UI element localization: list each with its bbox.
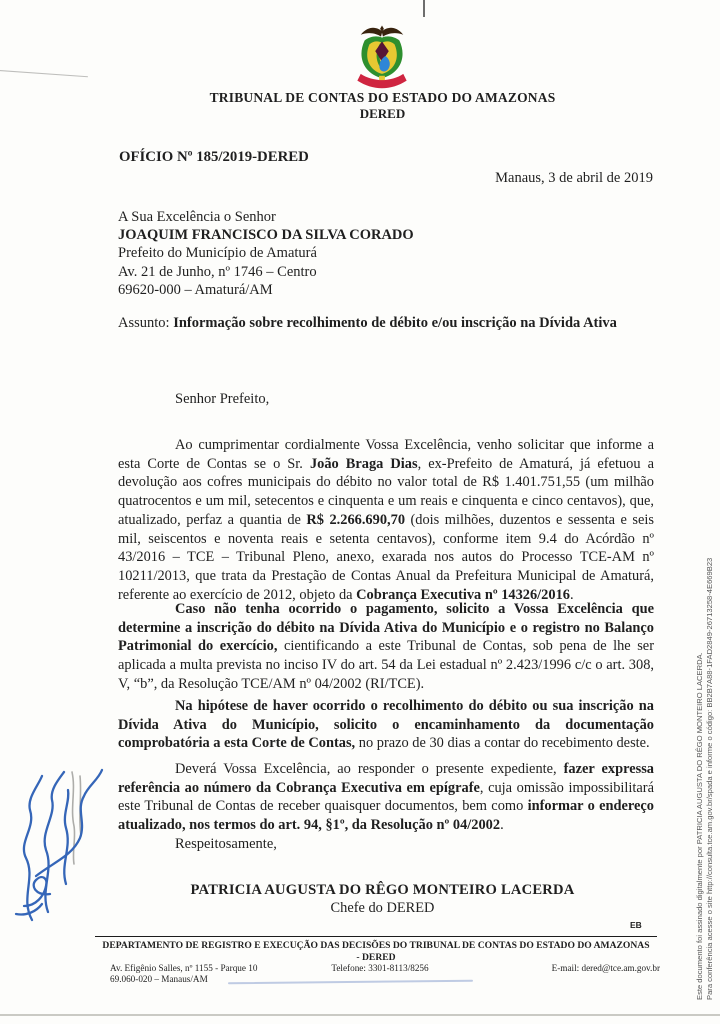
digital-signature-strip xyxy=(695,225,716,1000)
org-name: TRIBUNAL DE CONTAS DO ESTADO DO AMAZONAS xyxy=(209,90,556,105)
footer-address-line1: Av. Efigênio Salles, nº 1155 - Parque 10 xyxy=(110,963,258,973)
office-number: OFÍCIO Nº 185/2019-DERED xyxy=(119,149,309,165)
footer-department-name: DEPARTAMENTO DE REGISTRO E EXECUÇÃO DAS DECISÕES DO TRIBUNAL DE CONTAS DO ESTADO DO AMAZONAS - DERED xyxy=(102,940,650,963)
handwritten-receipt-signature xyxy=(6,756,118,928)
digital-signature-line1: Este documento foi assinado digitalmente por PATRICIA AUGUSTA DO RÊGO MONTEIRO LACERDA. xyxy=(695,652,704,1000)
footer-divider xyxy=(95,936,657,937)
paragraph-3: Na hipótese de haver ocorrido o recolhimento do débito ou sua inscrição na Dívida Ativa do Município, solicito o encaminhamento da documentação comprobatória a esta Corte de Contas, no prazo de 30 dias a contar do recebimento deste. xyxy=(118,698,654,752)
amazonas-coat-of-arms-icon xyxy=(353,20,411,90)
addressee-block xyxy=(118,208,588,299)
signer-name: PATRICIA AUGUSTA DO RÊGO MONTEIRO LACERDA xyxy=(190,882,575,898)
scan-bottom-edge xyxy=(0,1014,720,1016)
paragraph-1: Ao cumprimentar cordialmente Vossa Excelência, venho solicitar que informe a esta Corte de Contas se o Sr. João Braga Dias, ex-Prefeito de Amaturá, já efetuou a devolução aos cofres municipais do débito no valor total de R$ 1.401.751,55 (um milhão quatrocentos e um mil, setecentos e cinquenta e um reais e cinquenta e cinco centavos), que, atualizado, perfaz a quantia de R$ 2.266.690,70 (dois milhões, duzentos e sessenta e seis mil, seiscentos e noventa reais e setenta centavos), conforme item 9.4 do Acórdão nº 43/2016 – TCE – Tribunal Pleno, anexo, exarada nos autos do Processo TCE-AM nº 10211/2013, que trata da Prestação de Contas Anual da Prefeitura Municipal de Amaturá, referente ao exercício de 2012, objeto da Cobrança Executiva nº 14326/2016. xyxy=(118,437,654,603)
subject-text: Informação sobre recolhimento de débito e/ou inscrição na Dívida Ativa xyxy=(173,315,617,331)
org-dept: DERED xyxy=(359,106,406,121)
addressee-salutation: A Sua Excelência o Senhor xyxy=(118,209,276,225)
addressee-street: Av. 21 de Junho, nº 1746 – Centro xyxy=(118,263,317,280)
date-line: Manaus, 3 de abril de 2019 xyxy=(495,170,653,186)
scan-top-mark xyxy=(423,0,425,17)
subject-line xyxy=(118,315,658,332)
closing-salutation: Respeitosamente, xyxy=(175,836,277,852)
subject-label: Assunto: xyxy=(118,315,174,331)
footer-address-line2: 69.060-020 – Manaus/AM xyxy=(110,974,208,984)
header-crest-area xyxy=(0,20,720,95)
addressee-role: Prefeito do Município de Amaturá xyxy=(118,245,317,262)
footer-address xyxy=(110,963,310,985)
digital-signature-line2: Para conferência acesse o site http://consulta.tce.am.gov.br/spada e informe o código: BB2B7A88-1FAD2849-26713258-4E669B23 xyxy=(705,557,714,1000)
signer-role: Chefe do DERED xyxy=(330,900,435,916)
paragraph-4: Deverá Vossa Excelência, ao responder o presente expediente, fazer expressa referência ao número da Cobrança Executiva em epígrafe, cuja omissão impossibilitará este Tribunal de Contas de receber quaisquer documentos, bem como informar o endereço atualizado, nos termos do art. 94, §1º, da Resolução nº 04/2002. xyxy=(118,761,655,834)
addressee-city: 69620-000 – Amaturá/AM xyxy=(118,281,273,298)
handwriting-strokes-icon xyxy=(6,756,118,928)
greeting: Senhor Prefeito, xyxy=(175,391,270,407)
typist-initials: EB xyxy=(630,920,642,930)
footer-phone: Telefone: 3301-8113/8256 xyxy=(331,963,429,973)
footer-email: E-mail: dered@tce.am.gov.br xyxy=(551,963,660,973)
addressee-name: JOAQUIM FRANCISCO DA SILVA CORADO xyxy=(118,227,414,244)
paragraph-2: Caso não tenha ocorrido o pagamento, solicito a Vossa Excelência que determine a inscrição do débito na Dívida Ativa do Município e o registro no Balanço Patrimonial do exercício, cientificando a este Tribunal de Contas, sob pena de lhe ser aplicada a multa prevista no inciso IV do art. 54 da Lei estadual nº 2.423/1996 c/c o art. 308, V, “b”, da Resolução TCE/AM nº 04/2002 (RI/TCE). xyxy=(118,601,654,692)
